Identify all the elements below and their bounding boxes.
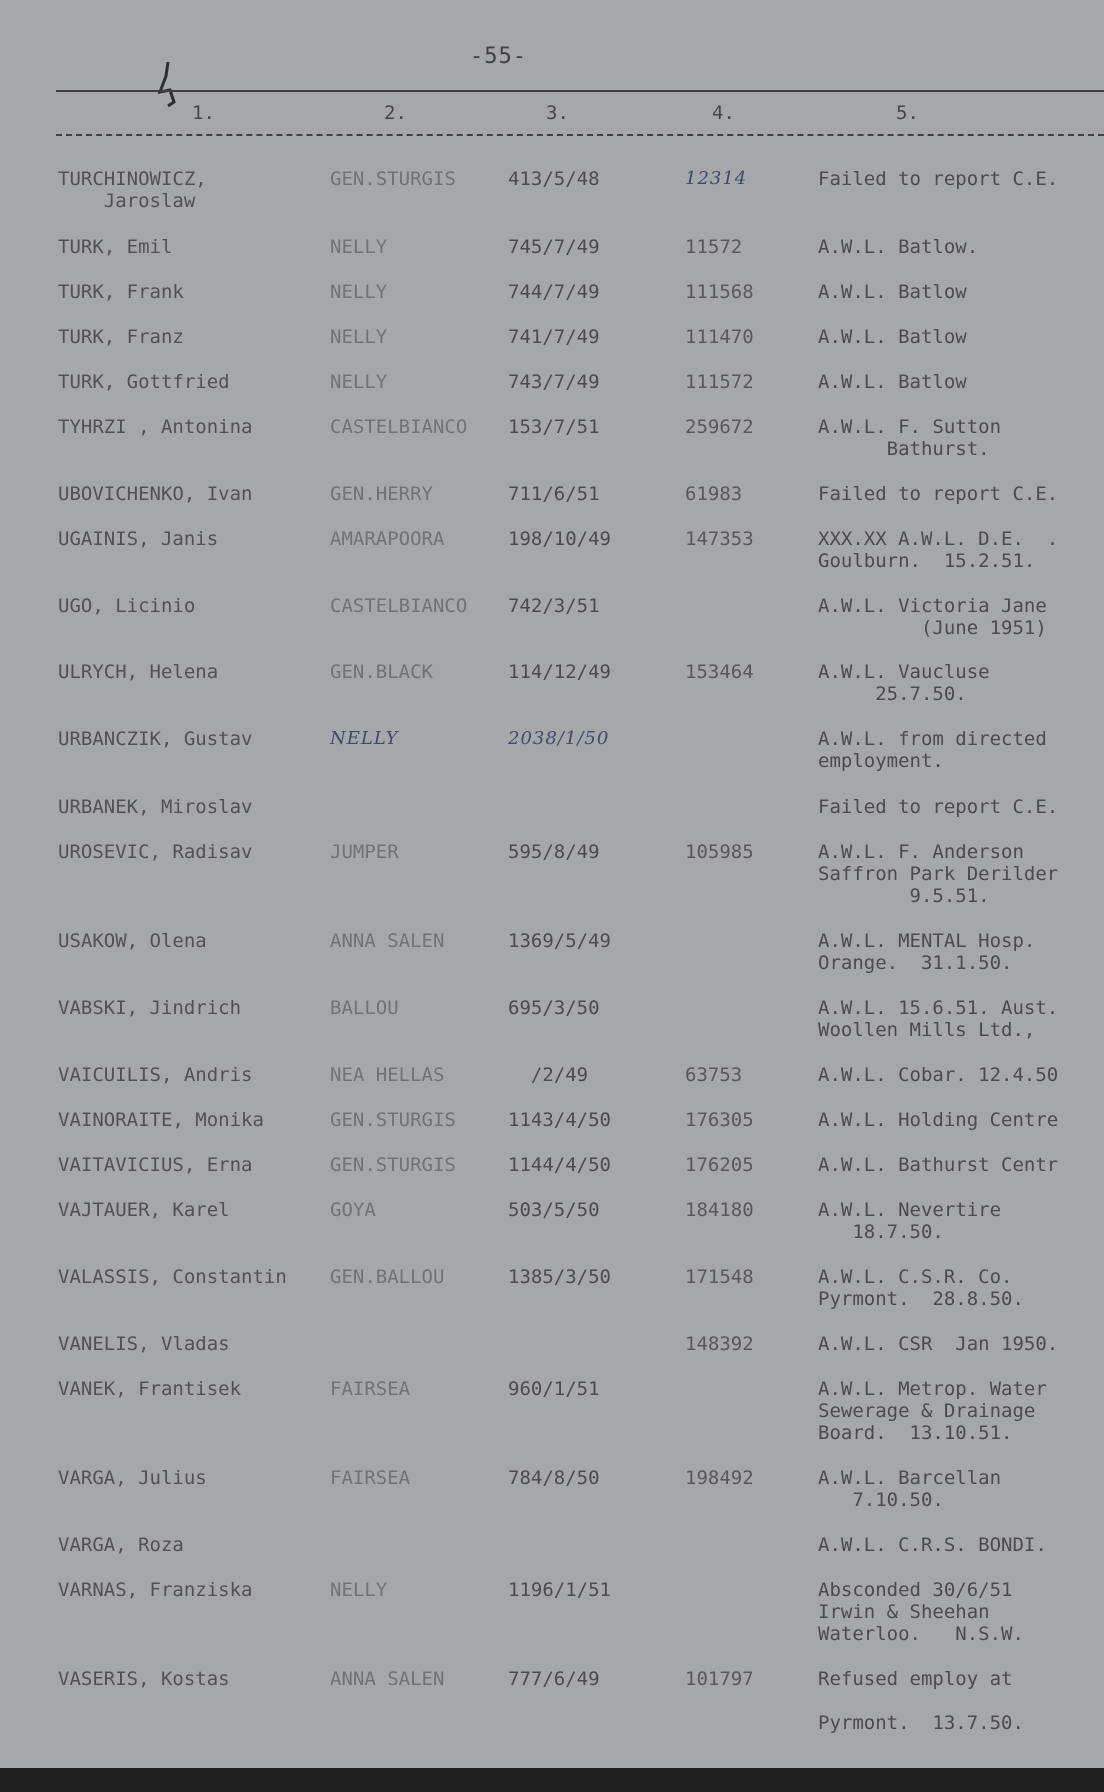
remarks-cell: A.W.L. Batlow.	[818, 236, 979, 258]
ship-cell: NELLY	[330, 326, 388, 348]
reference-cell: 695/3/50	[508, 997, 600, 1019]
name-cell: TURK, Gottfried	[58, 371, 230, 393]
remarks-cell: Failed to report C.E.	[818, 168, 1059, 190]
number-cell: 111568	[685, 281, 754, 303]
ship-cell-handwritten: NELLY	[330, 728, 399, 749]
number-cell: 105985	[685, 841, 754, 863]
reference-cell: 744/7/49	[508, 281, 600, 303]
remarks-cell: A.W.L. Bathurst Centr	[818, 1154, 1059, 1176]
pencil-tick-mark	[154, 62, 184, 108]
ship-cell: GEN.STURGIS	[330, 1154, 456, 1176]
reference-cell: 741/7/49	[508, 326, 600, 348]
name-cell: TURK, Franz	[58, 326, 184, 348]
remarks-cell: A.W.L. C.R.S. BONDI.	[818, 1534, 1047, 1556]
name-cell: VANELIS, Vladas	[58, 1333, 230, 1355]
header-rule-top	[56, 90, 1104, 92]
reference-cell: 1144/4/50	[508, 1154, 611, 1176]
number-cell: 184180	[685, 1199, 754, 1221]
reference-cell: 503/5/50	[508, 1199, 600, 1221]
remarks-cell: Failed to report C.E.	[818, 483, 1059, 505]
number-cell-handwritten: 12314	[685, 168, 748, 189]
reference-cell: 595/8/49	[508, 841, 600, 863]
reference-cell: 742/3/51	[508, 595, 600, 617]
reference-cell: 745/7/49	[508, 236, 600, 258]
reference-cell: 711/6/51	[508, 483, 600, 505]
reference-cell-handwritten: 2038/1/50	[508, 728, 610, 749]
remarks-cell: A.W.L. Barcellan 7.10.50.	[818, 1467, 1002, 1511]
remarks-cell: A.W.L. Batlow	[818, 326, 967, 348]
column-header-1: 1.	[192, 102, 215, 124]
remarks-cell: A.W.L. Metrop. Water Sewerage & Drainage Board. 13.10.51.	[818, 1378, 1047, 1444]
ship-cell: CASTELBIANCO	[330, 416, 468, 438]
ship-cell: JUMPER	[330, 841, 399, 863]
remarks-cell: A.W.L. Holding Centre	[818, 1109, 1059, 1131]
column-header-2: 2.	[384, 102, 407, 124]
reference-cell: 153/7/51	[508, 416, 600, 438]
ship-cell: NELLY	[330, 236, 388, 258]
number-cell: 11572	[685, 236, 743, 258]
reference-cell: 198/10/49	[508, 528, 611, 550]
reference-cell: 1196/1/51	[508, 1579, 611, 1601]
number-cell: 111470	[685, 326, 754, 348]
number-cell: 101797	[685, 1668, 754, 1690]
number-cell: 176205	[685, 1154, 754, 1176]
name-cell: VAJTAUER, Karel	[58, 1199, 230, 1221]
number-cell: 176305	[685, 1109, 754, 1131]
name-cell: VARGA, Julius	[58, 1467, 207, 1489]
remarks-cell: A.W.L. F. Anderson Saffron Park Derilder 9.5.51.	[818, 841, 1059, 907]
ship-cell: ANNA SALEN	[330, 930, 445, 952]
name-cell: USAKOW, Olena	[58, 930, 207, 952]
reference-cell: 784/8/50	[508, 1467, 600, 1489]
remarks-cell: A.W.L. Nevertire 18.7.50.	[818, 1199, 1002, 1243]
number-cell: 147353	[685, 528, 754, 550]
ship-cell: NELLY	[330, 281, 388, 303]
name-cell: UBOVICHENKO, Ivan	[58, 483, 253, 505]
ship-cell: FAIRSEA	[330, 1378, 411, 1400]
ship-cell: GEN.STURGIS	[330, 1109, 456, 1131]
remarks-cell: A.W.L. C.S.R. Co. Pyrmont. 28.8.50.	[818, 1266, 1024, 1310]
ship-cell: GEN.BLACK	[330, 661, 433, 683]
reference-cell: 1369/5/49	[508, 930, 611, 952]
ship-cell: ANNA SALEN	[330, 1668, 445, 1690]
remarks-cell: A.W.L. MENTAL Hosp. Orange. 31.1.50.	[818, 930, 1036, 974]
ship-cell: GOYA	[330, 1199, 376, 1221]
page-number: -55-	[470, 44, 527, 69]
reference-cell: 1143/4/50	[508, 1109, 611, 1131]
remarks-cell: A.W.L. Vaucluse 25.7.50.	[818, 661, 990, 705]
ship-cell: NELLY	[330, 371, 388, 393]
name-cell: TURK, Emil	[58, 236, 173, 258]
number-cell: 111572	[685, 371, 754, 393]
remarks-cell: Failed to report C.E.	[818, 796, 1059, 818]
name-cell: UGAINIS, Janis	[58, 528, 219, 550]
name-cell: VANEK, Frantisek	[58, 1378, 242, 1400]
remarks-cell: A.W.L. Victoria Jane (June 1951)	[818, 595, 1047, 639]
reference-cell: 743/7/49	[508, 371, 600, 393]
remarks-cell: A.W.L. Cobar. 12.4.50	[818, 1064, 1059, 1086]
name-cell: VABSKI, Jindrich	[58, 997, 242, 1019]
column-header-5: 5.	[896, 102, 919, 124]
name-cell: VARNAS, Franziska	[58, 1579, 253, 1601]
remarks-cell: A.W.L. F. Sutton Bathurst.	[818, 416, 1002, 460]
ship-cell: CASTELBIANCO	[330, 595, 468, 617]
reference-cell: 413/5/48	[508, 168, 600, 190]
name-cell: VARGA, Roza	[58, 1534, 184, 1556]
name-cell: VAICUILIS, Andris	[58, 1064, 253, 1086]
column-header-4: 4.	[712, 102, 735, 124]
remarks-cell: A.W.L. Batlow	[818, 371, 967, 393]
ship-cell: AMARAPOORA	[330, 528, 445, 550]
number-cell: 171548	[685, 1266, 754, 1288]
ship-cell: NEA HELLAS	[330, 1064, 445, 1086]
header-rule-bottom	[56, 134, 1104, 136]
remarks-cell: Refused employ at Pyrmont. 13.7.50.	[818, 1668, 1024, 1734]
reference-cell: 960/1/51	[508, 1378, 600, 1400]
name-cell: TYHRZI , Antonina	[58, 416, 253, 438]
remarks-cell: A.W.L. from directed employment.	[818, 728, 1047, 772]
remarks-cell: A.W.L. 15.6.51. Aust. Woollen Mills Ltd.,	[818, 997, 1059, 1041]
name-cell: VALASSIS, Constantin	[58, 1266, 287, 1288]
number-cell: 148392	[685, 1333, 754, 1355]
ship-cell: GEN.HERRY	[330, 483, 433, 505]
name-cell: VASERIS, Kostas	[58, 1668, 230, 1690]
ship-cell: FAIRSEA	[330, 1467, 411, 1489]
ship-cell: BALLOU	[330, 997, 399, 1019]
ship-cell: GEN.STURGIS	[330, 168, 456, 190]
name-cell: ULRYCH, Helena	[58, 661, 219, 683]
scan-border	[0, 1768, 1104, 1792]
reference-cell: 1385/3/50	[508, 1266, 611, 1288]
number-cell: 259672	[685, 416, 754, 438]
name-cell: URBANEK, Miroslav	[58, 796, 253, 818]
remarks-cell: A.W.L. CSR Jan 1950.	[818, 1333, 1059, 1355]
name-cell: URBANCZIK, Gustav	[58, 728, 253, 750]
name-cell: TURCHINOWICZ, Jaroslaw	[58, 168, 207, 212]
remarks-cell: XXX.XX A.W.L. D.E. . Goulburn. 15.2.51.	[818, 528, 1059, 572]
number-cell: 61983	[685, 483, 743, 505]
reference-cell: /2/49	[508, 1064, 589, 1086]
reference-cell: 114/12/49	[508, 661, 611, 683]
number-cell: 198492	[685, 1467, 754, 1489]
remarks-cell: Absconded 30/6/51 Irwin & Sheehan Waterloo. N.S.W.	[818, 1579, 1024, 1645]
number-cell: 63753	[685, 1064, 743, 1086]
name-cell: TURK, Frank	[58, 281, 184, 303]
ship-cell: GEN.BALLOU	[330, 1266, 445, 1288]
column-header-3: 3.	[546, 102, 569, 124]
number-cell: 153464	[685, 661, 754, 683]
name-cell: UGO, Licinio	[58, 595, 196, 617]
name-cell: VAITAVICIUS, Erna	[58, 1154, 253, 1176]
remarks-cell: A.W.L. Batlow	[818, 281, 967, 303]
reference-cell: 777/6/49	[508, 1668, 600, 1690]
name-cell: UROSEVIC, Radisav	[58, 841, 253, 863]
name-cell: VAINORAITE, Monika	[58, 1109, 264, 1131]
ship-cell: NELLY	[330, 1579, 388, 1601]
